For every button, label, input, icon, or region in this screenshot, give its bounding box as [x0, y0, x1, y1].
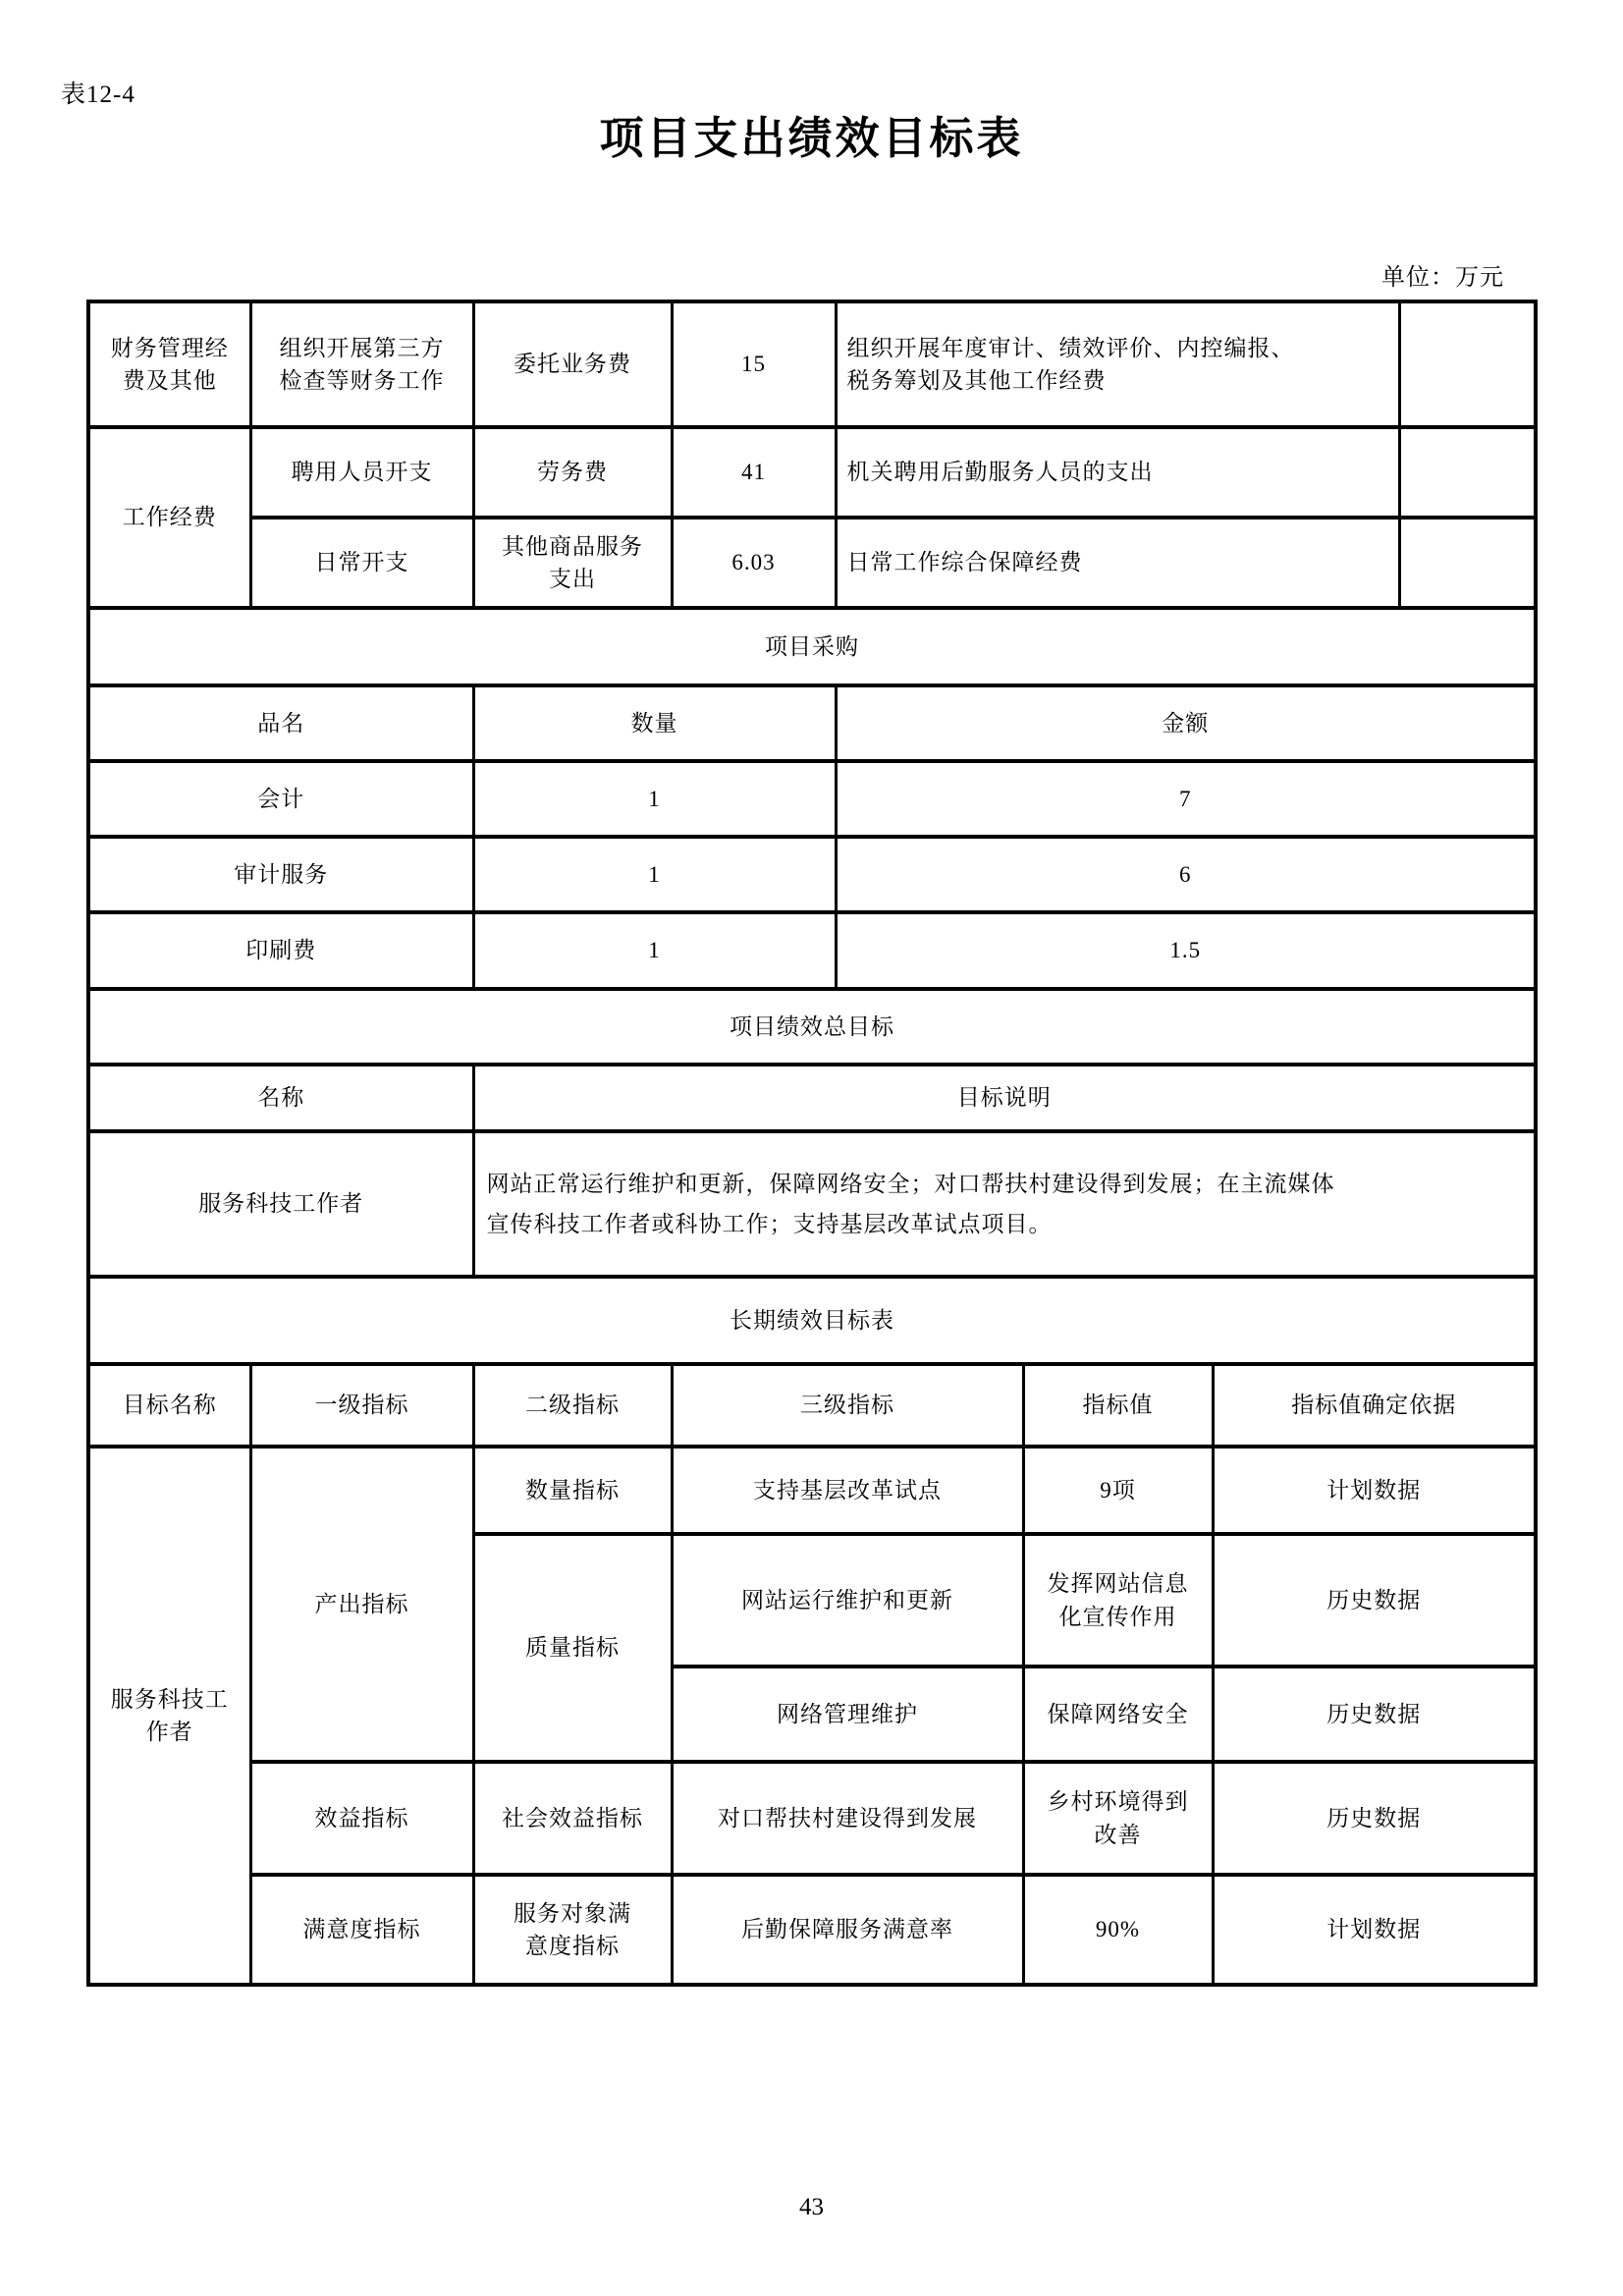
- cell-item-name: 会计: [88, 761, 473, 837]
- cell-expense-amount: 6.03: [672, 518, 836, 608]
- cell-expense-amount: 15: [672, 301, 836, 427]
- cell-basis: 计划数据: [1213, 1447, 1536, 1534]
- cell-expense-item: 组织开展第三方检查等财务工作: [250, 301, 473, 427]
- procurement-row: [88, 761, 1536, 837]
- cell-level3: 网络管理维护: [672, 1667, 1023, 1762]
- cell-basis: 历史数据: [1213, 1534, 1536, 1667]
- cell-goal-name: 服务科技工作者: [88, 1131, 473, 1277]
- cell-level3: 对口帮扶村建设得到发展: [672, 1762, 1023, 1875]
- cell-level2: 质量指标: [473, 1534, 672, 1762]
- cell-expense-item: 聘用人员开支: [250, 427, 473, 518]
- cell-expense-subject: 劳务费: [473, 427, 672, 518]
- cell-level1: 满意度指标: [250, 1875, 473, 1985]
- cell-item-name: 审计服务: [88, 837, 473, 912]
- overall-goal-header-row: [88, 1065, 1536, 1131]
- longterm-section-header: [88, 1277, 1536, 1364]
- cell-expense-amount: 41: [672, 427, 836, 518]
- cell-expense-item: 日常开支: [250, 518, 473, 608]
- cell-item-amount: 7: [836, 761, 1536, 837]
- cell-value: 9项: [1023, 1447, 1213, 1534]
- page-number: 43: [799, 2194, 824, 2220]
- cell-value: 发挥网站信息化宣传作用: [1023, 1534, 1213, 1667]
- cell-expense-category: 工作经费: [88, 427, 250, 608]
- cell-expense-subject: 委托业务费: [473, 301, 672, 427]
- performance-target-table: [86, 300, 1538, 1987]
- procurement-row: [88, 837, 1536, 912]
- section-title-overall-goal: 项目绩效总目标: [88, 989, 1536, 1065]
- longterm-row: [88, 1875, 1536, 1985]
- col-header-name: 品名: [88, 685, 473, 761]
- expense-row-2: [88, 427, 1536, 518]
- cell-item-amount: 1.5: [836, 912, 1536, 989]
- longterm-row: [88, 1762, 1536, 1875]
- cell-level2: 社会效益指标: [473, 1762, 672, 1875]
- expense-row-1: [88, 301, 1536, 427]
- procurement-section-header: [88, 608, 1536, 685]
- longterm-header-row: [88, 1364, 1536, 1447]
- procurement-row: [88, 912, 1536, 989]
- cell-basis: 计划数据: [1213, 1875, 1536, 1985]
- cell-item-amount: 6: [836, 837, 1536, 912]
- cell-level2: 服务对象满意度指标: [473, 1875, 672, 1985]
- cell-level3: 后勤保障服务满意率: [672, 1875, 1023, 1985]
- col-header-level2: 二级指标: [473, 1364, 672, 1447]
- empty-note-cell: [1399, 518, 1536, 608]
- col-header-level3: 三级指标: [672, 1364, 1023, 1447]
- cell-expense-description: 日常工作综合保障经费: [836, 518, 1399, 608]
- cell-goal-description: 网站正常运行维护和更新，保障网络安全；对口帮扶村建设得到发展；在主流媒体宣传科技工作者或科协工作；支持基层改革试点项目。: [473, 1131, 1536, 1277]
- cell-level2: 数量指标: [473, 1447, 672, 1534]
- page-title: 项目支出绩效目标表: [599, 114, 1024, 163]
- cell-value: 乡村环境得到改善: [1023, 1762, 1213, 1875]
- cell-expense-description: 组织开展年度审计、绩效评价、内控编报、税务筹划及其他工作经费: [836, 301, 1399, 427]
- cell-expense-description: 机关聘用后勤服务人员的支出: [836, 427, 1399, 518]
- cell-target-name: 服务科技工作者: [88, 1447, 250, 1985]
- empty-note-cell: [1399, 301, 1536, 427]
- cell-basis: 历史数据: [1213, 1762, 1536, 1875]
- cell-item-quantity: 1: [473, 912, 836, 989]
- cell-basis: 历史数据: [1213, 1667, 1536, 1762]
- expense-row-3: [88, 518, 1536, 608]
- empty-note-cell: [1399, 427, 1536, 518]
- section-title-procurement: 项目采购: [88, 608, 1536, 685]
- cell-value: 90%: [1023, 1875, 1213, 1985]
- col-header-amount: 金额: [836, 685, 1536, 761]
- overall-goal-row: [88, 1131, 1536, 1277]
- longterm-row: [88, 1447, 1536, 1534]
- col-header-level1: 一级指标: [250, 1364, 473, 1447]
- cell-expense-subject: 其他商品服务支出: [473, 518, 672, 608]
- cell-level1: 效益指标: [250, 1762, 473, 1875]
- cell-item-name: 印刷费: [88, 912, 473, 989]
- cell-level1: 产出指标: [250, 1447, 473, 1762]
- col-header-goal-description: 目标说明: [473, 1065, 1536, 1131]
- col-header-value: 指标值: [1023, 1364, 1213, 1447]
- overall-goal-section-header: [88, 989, 1536, 1065]
- col-header-goal-name: 名称: [88, 1065, 473, 1131]
- table-label: 表12-4: [61, 82, 135, 108]
- cell-level3: 网站运行维护和更新: [672, 1534, 1023, 1667]
- cell-item-quantity: 1: [473, 837, 836, 912]
- col-header-basis: 指标值确定依据: [1213, 1364, 1536, 1447]
- procurement-header-row: [88, 685, 1536, 761]
- cell-expense-category: 财务管理经费及其他: [88, 301, 250, 427]
- cell-level3: 支持基层改革试点: [672, 1447, 1023, 1534]
- cell-value: 保障网络安全: [1023, 1667, 1213, 1762]
- cell-item-quantity: 1: [473, 761, 836, 837]
- unit-note: 单位：万元: [1381, 265, 1504, 291]
- col-header-target-name: 目标名称: [88, 1364, 250, 1447]
- section-title-longterm: 长期绩效目标表: [88, 1277, 1536, 1364]
- col-header-quantity: 数量: [473, 685, 836, 761]
